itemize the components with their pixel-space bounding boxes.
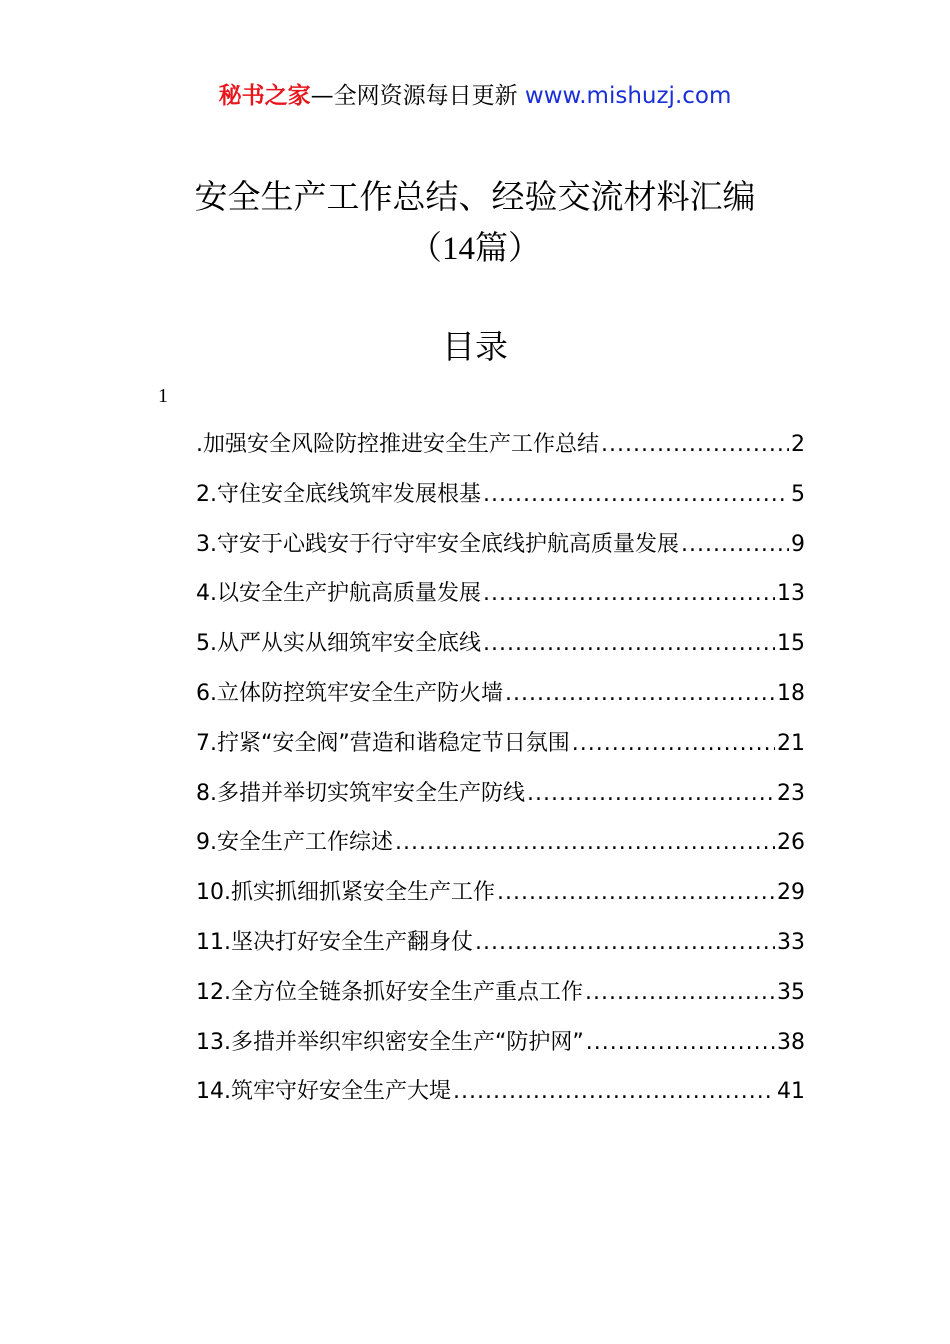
toc-entry-page: 15 [777,631,805,657]
toc-entry[interactable] [196,1067,805,1117]
toc-entry[interactable] [196,719,805,769]
toc-entry-title: 9.安全生产工作综述 [196,830,393,856]
toc-leader-dots [585,968,775,1018]
toc-leader-dots [681,520,789,570]
toc-leader-dots [527,769,775,819]
toc-heading: 目录 [442,327,508,366]
toc-entry[interactable] [196,818,805,868]
toc-entry[interactable] [196,420,805,470]
toc-entry-title: 8.多措并举切实筑牢安全生产防线 [196,780,525,806]
site-url-link[interactable]: www.mishuzj.com [524,83,732,109]
toc-leader-dots [497,868,775,918]
toc-entry-title: .加强安全风险防控推进安全生产工作总结 [196,432,599,457]
toc-entry-title: 3.守安于心践安于行守牢安全底线护航高质量发展 [196,531,679,557]
toc-entry-page: 5 [791,481,805,507]
site-brand: 秘书之家 [218,83,311,109]
toc-entry[interactable] [196,1018,805,1068]
toc-entry-page: 23 [777,780,805,806]
toc-entry-page: 26 [777,830,805,856]
toc-entry-title: 4.以安全生产护航高质量发展 [196,581,481,607]
toc-entry-page: 33 [777,929,805,955]
toc-leader-dots [586,1018,775,1068]
toc-leader-dots [483,470,789,520]
toc-entry-title: 6.立体防控筑牢安全生产防火墙 [196,680,503,706]
toc-leader-dots [483,569,775,619]
toc-entry[interactable] [196,769,805,819]
toc-entry-title: 10.抓实抓细抓紧安全生产工作 [196,880,495,906]
toc-entry-title: 2.守住安全底线筑牢发展根基 [196,481,481,507]
toc-entry-page: 13 [777,581,805,607]
toc-entry[interactable] [196,669,805,719]
toc-entry[interactable] [196,470,805,520]
toc-entry-title: 5.从严从实从细筑牢安全底线 [196,631,481,657]
toc-entry-page: 18 [777,680,805,706]
toc-entry-title: 7.拧紧“安全阀”营造和谐稳定节日氛围 [196,730,570,756]
toc-leader-dots [601,420,789,470]
site-header [0,80,950,112]
toc-entry-page: 21 [777,730,805,756]
toc-leader-dots [483,619,775,669]
toc-entry-title: 12.全方位全链条抓好安全生产重点工作 [196,979,583,1005]
page-marker: 1 [158,385,168,407]
toc-entry-page: 2 [791,432,805,457]
toc-leader-dots [475,918,775,968]
subtitle-rest: 篇） [475,228,541,267]
toc-entry-title: 14.筑牢守好安全生产大堤 [196,1079,451,1105]
toc-entry-page: 41 [777,1079,805,1105]
subtitle-count: 14 [442,231,475,267]
toc-entry-title: 11.坚决打好安全生产翻身仗 [196,929,473,955]
toc-entry-page: 29 [777,880,805,906]
toc-entry[interactable] [196,968,805,1018]
document-subtitle [0,226,950,271]
toc-entry-page: 38 [777,1029,805,1055]
site-tagline: —全网资源每日更新 [310,83,525,109]
toc-entry[interactable] [196,918,805,968]
toc-entry[interactable] [196,569,805,619]
toc-leader-dots [395,818,775,868]
toc-leader-dots [505,669,775,719]
toc-entry-page: 9 [791,531,805,557]
toc-leader-dots [453,1067,775,1117]
table-of-contents [196,420,805,1117]
toc-leader-dots [572,719,775,769]
toc-entry-title: 13.多措并举织牢织密安全生产“防护网” [196,1029,584,1055]
toc-entry[interactable] [196,868,805,918]
document-title: 安全生产工作总结、经验交流材料汇编 [194,177,756,216]
subtitle-open-paren: （ [409,228,442,267]
toc-entry-page: 35 [777,979,805,1005]
toc-entry[interactable] [196,619,805,669]
toc-entry[interactable] [196,520,805,570]
